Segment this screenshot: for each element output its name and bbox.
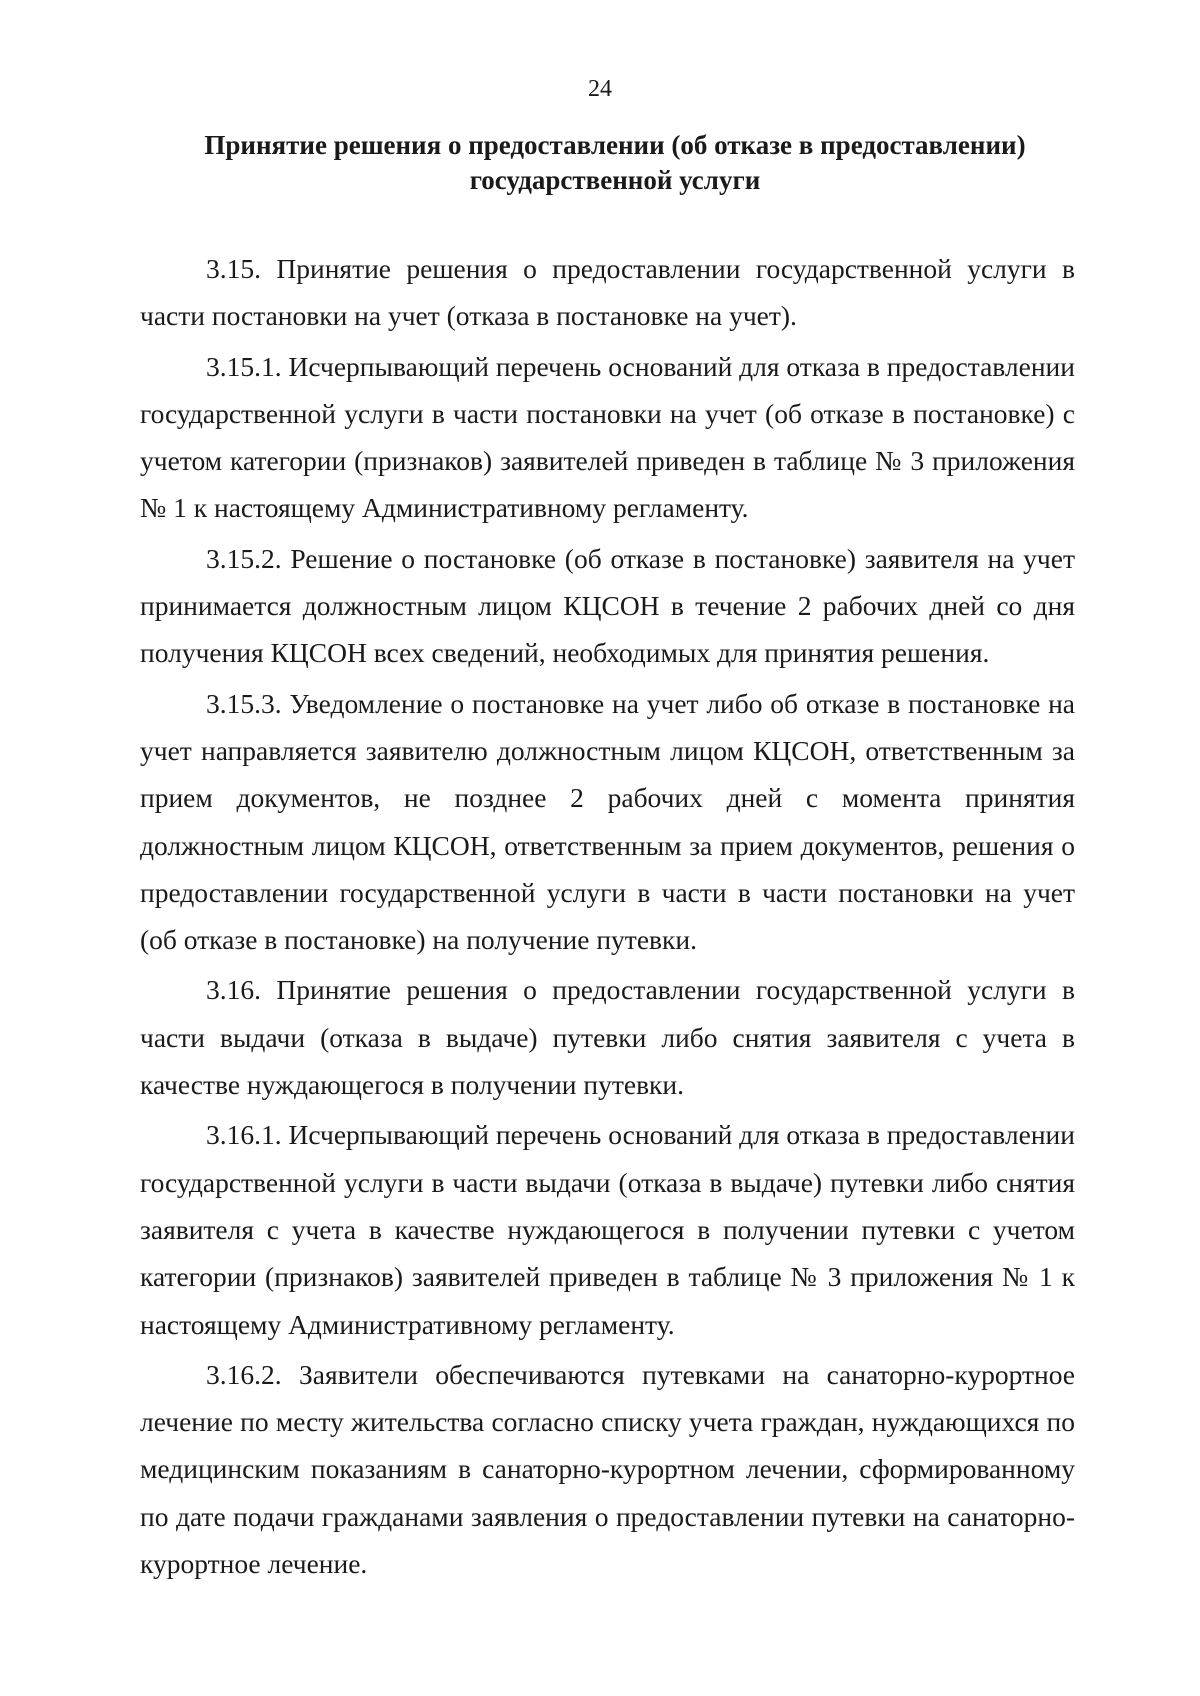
paragraph-3-15-2: 3.15.2. Решение о постановке (об отказе в постановке) заявителя на учет принимается должностным лицом КЦСОН в течение 2 рабочих дней со дня получения КЦСОН всех сведений, необходимых для принятия решения. (140, 542, 1075, 669)
paragraph-3-16: 3.16. Принятие решения о предоставлении государственной услуги в части выдачи (отказа в выдаче) путевки либо снятия заявителя с учета в качестве нуждающегося в получении путевки. (140, 974, 1075, 1101)
section-heading-line-2: государственной услуги (469, 165, 761, 195)
paragraph-3-16-2: 3.16.2. Заявители обеспечиваются путевками на санаторно-курортное лечение по месту жительства согласно списку учета граждан, нуждающихся по медицинским показаниям в санаторно-курортном лечении, сформированному по дате подачи гражданами заявления о предоставлении путевки на санаторно-курортное лечение. (140, 1358, 1075, 1580)
paragraph-3-15: 3.15. Принятие решения о предоставлении государственной услуги в части постановки на учет (отказа в постановке на учет). (140, 253, 1075, 332)
page-number: 24 (588, 76, 612, 102)
section-heading (150, 128, 1080, 198)
section-heading-line-1: Принятие решения о предоставлении (об отказе в предоставлении) (204, 130, 1026, 160)
document-body (140, 245, 1075, 1590)
paragraph-3-15-1: 3.15.1. Исчерпывающий перечень оснований для отказа в предоставлении государственной услуги в части постановки на учет (об отказе в постановке) с учетом категории (признаков) заявителей приведен в таблице № 3 приложения № 1 к настоящему Административному регламенту. (140, 350, 1075, 524)
paragraph-3-16-1: 3.16.1. Исчерпывающий перечень оснований для отказа в предоставлении государственной услуги в части выдачи (отказа в выдаче) путевки либо снятия заявителя с учета в качестве нуждающегося в получении путевки с учетом категории (признаков) заявителей приведен в таблице № 3 приложения № 1 к настоящему Административному регламенту. (140, 1119, 1075, 1340)
paragraph-3-15-3: 3.15.3. Уведомление о постановке на учет либо об отказе в постановке на учет направляется заявителю должностным лицом КЦСОН, ответственным за прием документов, не позднее 2 рабочих дней с момента принятия должностным лицом КЦСОН, ответственным за прием документов, решения о предоставлении государственной услуги в части в части постановки на учет (об отказе в постановке) на получение путевки. (140, 687, 1075, 956)
